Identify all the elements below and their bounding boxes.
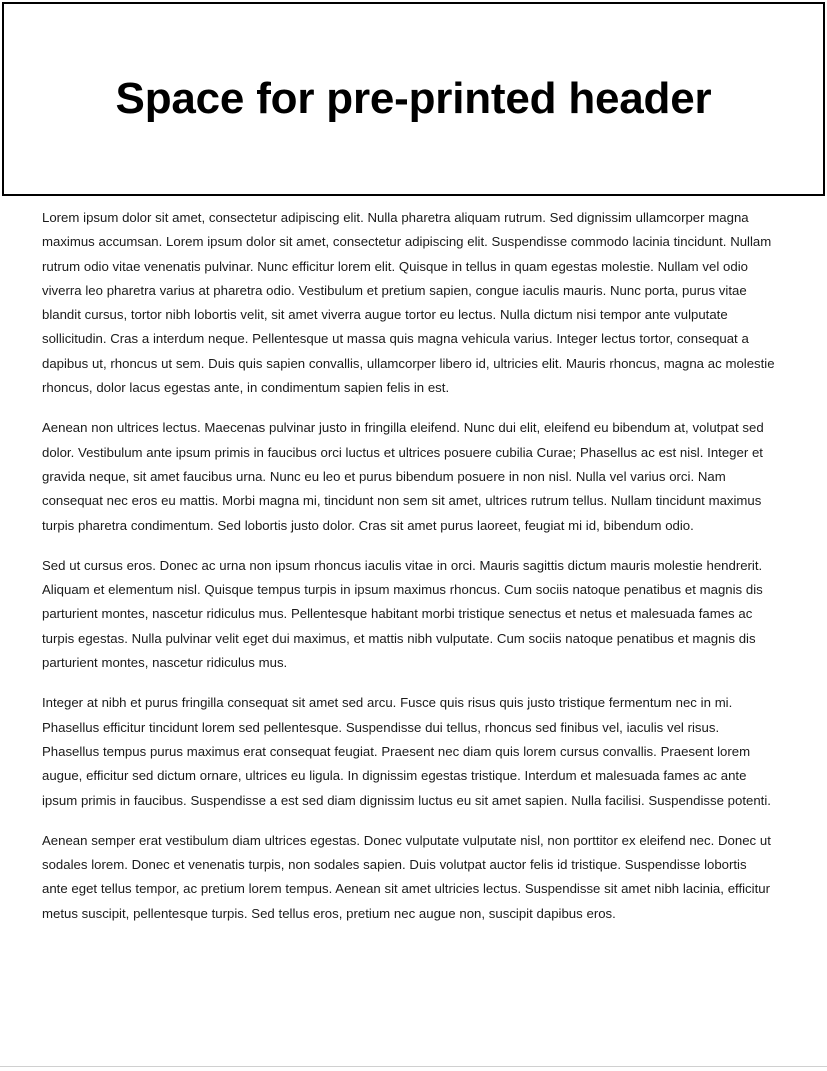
body-paragraph: Aenean semper erat vestibulum diam ultrices egestas. Donec vulputate vulputate nisl, non porttitor ex eleifend nec. Donec ut sodales lorem. Donec et venenatis turpis, non sodales sapien. Duis volutpat auctor felis id tristique. Suspendisse lobortis ante eget tellus tempor, ac pretium lorem tempus. Aenean sit amet ultricies lectus. Suspendisse sit amet nibh lacinia, efficitur metus suscipit, pellentesque turpis. Sed tellus eros, pretium nec augue non, suscipit dapibus eros. <box>42 832 771 921</box>
body-paragraph: Lorem ipsum dolor sit amet, consectetur adipiscing elit. Nulla pharetra aliquam rutrum. Sed dignissim ullamcorper magna maximus accumsan. Lorem ipsum dolor sit amet, consectetur adipiscing elit. Suspendisse commodo lacinia tincidunt. Nullam rutrum odio vitae venenatis pulvinar. Nunc efficitur lorem elit. Quisque in tellus in quam egestas molestie. Nullam vel odio viverra leo pharetra varius at pharetra odio. Vestibulum et pretium sapien, congue iaculis mauris. Nunc porta, purus vitae blandit cursus, tortor nibh lobortis velit, sit amet viverra augue tortor eu lectus. Nulla dictum nisi tempor ante vulputate sollicitudin. Cras a interdum neque. Pellentesque ut massa quis magna vehicula varius. Integer lectus tortor, consequat a dapibus ut, rhoncus ut sem. Duis quis sapien convallis, ullamcorper libero id, ultricies elit. Mauris rhoncus, magna ac molestie rhoncus, dolor lacus egestas ante, in condimentum sapien felis in est. <box>42 210 775 396</box>
body-paragraph: Integer at nibh et purus fringilla consequat sit amet sed arcu. Fusce quis risus quis justo tristique fermentum nec in mi. Phasellus efficitur tincidunt lorem sed pellentesque. Suspendisse dui tellus, rhoncus sed finibus vel, iaculis vel risus. Phasellus tempus purus maximus erat consequat feugiat. Praesent nec diam quis lorem cursus convallis. Praesent lorem augue, efficitur sed dictum ornare, ultrices eu ligula. In dignissim egestas tristique. Interdum et malesuada fames ac ante ipsum primis in faucibus. Suspendisse a est sed diam dignissim luctus eu sit amet sapien. Nulla facilisi. Suspendisse potenti. <box>42 695 771 808</box>
footer-divider <box>0 1066 827 1067</box>
body-paragraph: Sed ut cursus eros. Donec ac urna non ipsum rhoncus iaculis vitae in orci. Mauris sagittis dictum mauris molestie hendrerit. Aliquam et elementum nisl. Quisque tempus turpis in ipsum maximus rhoncus. Cum sociis natoque penatibus et magnis dis parturient montes, nascetur ridiculus mus. Pellentesque habitant morbi tristique senectus et netus et malesuada fames ac turpis egestas. Nulla pulvinar velit eget dui maximus, et mattis nibh vulputate. Cum sociis natoque penatibus et magnis dis parturient montes, nascetur ridiculus mus. <box>42 557 763 671</box>
pre-printed-header-title: Space for pre-printed header <box>115 73 712 123</box>
document-body <box>42 206 775 926</box>
body-paragraph: Aenean non ultrices lectus. Maecenas pulvinar justo in fringilla eleifend. Nunc dui elit, eleifend eu bibendum at, volutpat sed dolor. Vestibulum ante ipsum primis in faucibus orci luctus et ultrices posuere cubilia Curae; Phasellus ac est nisl. Integer et gravida neque, sit amet faucibus urna. Nunc eu leo et purus bibendum posuere in non nisl. Nulla vel varius orci. Nam consequat nec eros eu mattis. Morbi magna mi, tincidunt non sem sit amet, ultrices rutrum tellus. Nullam tincidunt maximus turpis pharetra condimentum. Sed lobortis justo dolor. Cras sit amet purus laoreet, feugiat mi id, bibendum odio. <box>42 420 764 533</box>
pre-printed-header-box <box>2 2 825 196</box>
